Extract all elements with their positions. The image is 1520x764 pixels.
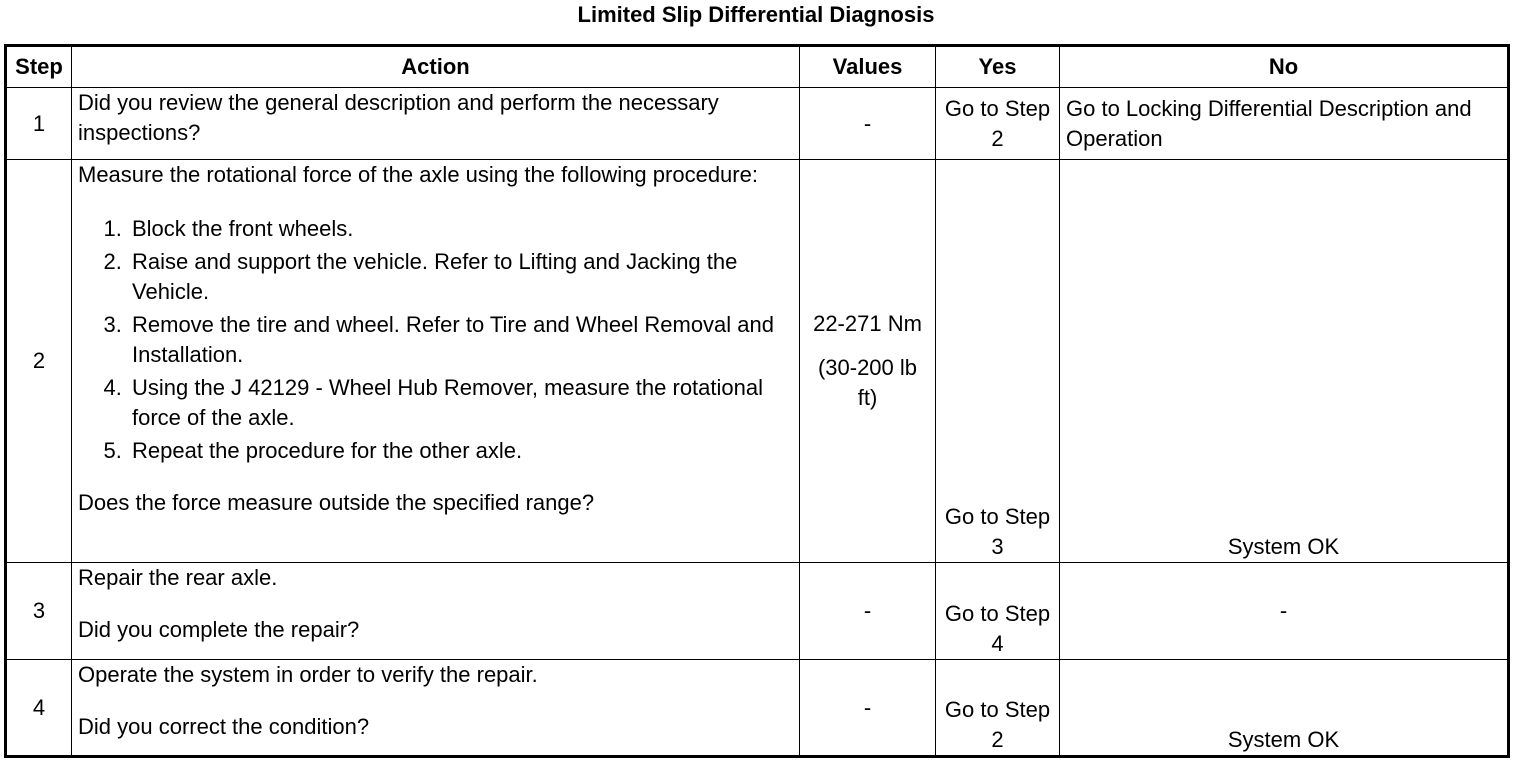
no-result: System OK	[1060, 160, 1509, 563]
value-metric: 22-271 Nm	[813, 311, 922, 336]
yes-link[interactable]: Go to Step 2	[936, 88, 1060, 160]
yes-link[interactable]: Go to Step 4	[936, 563, 1060, 660]
header-yes: Yes	[936, 46, 1060, 88]
values-cell: -	[800, 563, 936, 660]
step-number: 4	[6, 660, 72, 757]
action-cell	[72, 563, 800, 660]
procedure-step: 5. Repeat the procedure for the other axle.	[128, 436, 793, 466]
procedure-step: 3. Remove the tire and wheel. Refer to Tire and Wheel Removal and Installation.	[128, 310, 793, 370]
action-question: Does the force measure outside the specified range?	[78, 490, 595, 515]
values-cell: -	[800, 660, 936, 757]
action-question: Did you complete the repair?	[78, 617, 360, 642]
header-step: Step	[6, 46, 72, 88]
header-values: Values	[800, 46, 936, 88]
step-number: 3	[6, 563, 72, 660]
step-number: 1	[6, 88, 72, 160]
table-row	[6, 660, 1509, 757]
action-text: Repair the rear axle.	[78, 565, 278, 590]
yes-link[interactable]: Go to Step 3	[936, 160, 1060, 563]
procedure-list	[78, 214, 793, 466]
action-cell	[72, 160, 800, 563]
step-number: 2	[6, 160, 72, 563]
procedure-step: 4. Using the J 42129 - Wheel Hub Remover, measure the rotational force of the axle.	[128, 373, 793, 433]
values-cell	[800, 160, 936, 563]
no-result: -	[1060, 563, 1509, 660]
header-action: Action	[72, 46, 800, 88]
page-title: Limited Slip Differential Diagnosis	[577, 2, 935, 27]
action-intro: Measure the rotational force of the axle using the following procedure:	[78, 162, 758, 187]
procedure-step: 2. Raise and support the vehicle. Refer to Lifting and Jacking the Vehicle.	[128, 247, 793, 307]
action-text: Operate the system in order to verify the repair.	[78, 662, 538, 687]
no-link[interactable]: Go to Locking Differential Description and Operation	[1060, 88, 1509, 160]
header-no: No	[1060, 46, 1509, 88]
values-cell: -	[800, 88, 936, 160]
action-text: Did you review the general description and perform the necessary inspections?	[72, 88, 800, 160]
table-row	[6, 563, 1509, 660]
table-row	[6, 160, 1509, 563]
yes-link[interactable]: Go to Step 2	[936, 660, 1060, 757]
value-imperial: (30-200 lb ft)	[817, 355, 918, 410]
procedure-step: 1. Block the front wheels.	[128, 214, 793, 244]
no-result: System OK	[1060, 660, 1509, 757]
diagnosis-table	[4, 44, 1510, 758]
table-row	[6, 88, 1509, 160]
header-row	[6, 46, 1509, 88]
action-cell	[72, 660, 800, 757]
action-question: Did you correct the condition?	[78, 714, 370, 739]
